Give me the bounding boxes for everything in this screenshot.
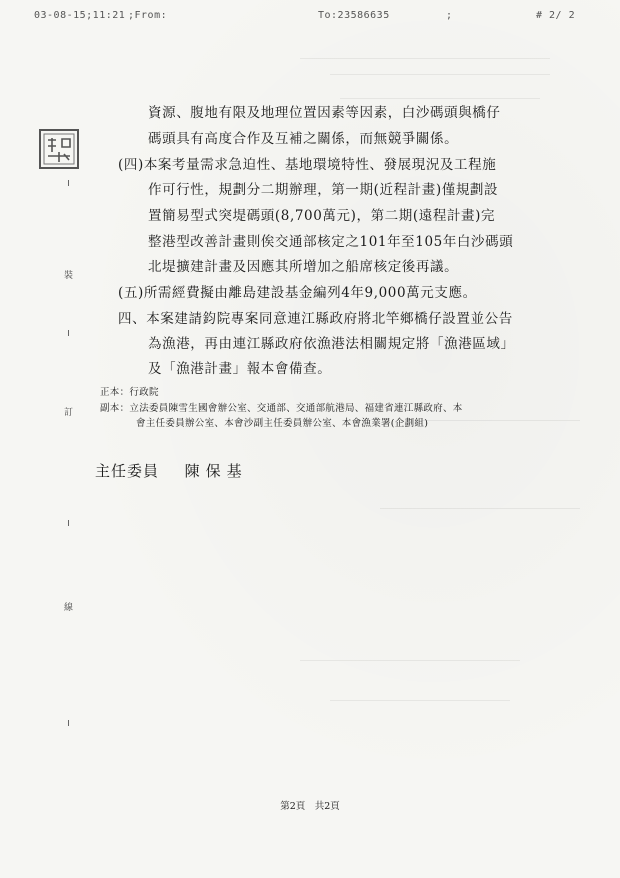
signer-name: 陳保基	[184, 462, 248, 480]
official-seal-icon	[38, 128, 80, 170]
margin-tick	[68, 520, 69, 526]
paragraph-line: 作可行性，規劃分二期辦理，第一期(近程計畫)僅規劃設	[148, 182, 499, 198]
bleed-line	[300, 58, 550, 59]
paragraph-line: 資源、腹地有限及地理位置因素等因素，白沙碼頭與橋仔	[148, 105, 501, 121]
signature-block	[95, 460, 248, 481]
copy-recipients-cont: 會主任委員辦公室、本會沙副主任委員辦公室、本會漁業署(企劃組)	[136, 418, 429, 429]
margin-mark-line: 線	[64, 603, 74, 613]
paragraph-line: 碼頭具有高度合作及互補之關係，而無競爭關係。	[148, 131, 459, 147]
bleed-line	[300, 660, 520, 661]
margin-mark-bind: 裝	[64, 271, 74, 281]
margin-tick	[68, 720, 69, 726]
fax-timestamp: 03-08-15;11:21	[34, 10, 126, 21]
paragraph-line: 為漁港，再由連江縣政府依漁港法相關規定將「漁港區域」	[148, 336, 515, 352]
fax-header	[0, 10, 620, 24]
bleed-line	[330, 74, 550, 75]
paragraph-line: 及「漁港計畫」報本會備查。	[148, 361, 332, 377]
page-number: 第2頁 共2頁	[280, 801, 340, 812]
bleed-line	[340, 98, 540, 99]
signer-title: 主任委員	[95, 462, 160, 480]
bleed-line	[420, 420, 580, 421]
bleed-line	[330, 700, 510, 701]
paragraph-line: 北堤擴建計畫及因應其所增加之船席核定後再議。	[148, 259, 459, 275]
fax-page: # 2/ 2	[536, 10, 576, 21]
item-four-line: (四)本案考量需求急迫性、基地環境特性、發展現況及工程施	[118, 157, 497, 173]
copy-recipients: 副本：立法委員陳雪生國會辦公室、交通部、交通部航港局、福建省連江縣政府、本	[100, 403, 463, 414]
margin-tick	[68, 330, 69, 336]
bleed-line	[380, 508, 580, 509]
fax-to: To:23586635	[318, 10, 390, 21]
paragraph-line: 整港型改善計畫則俟交通部核定之101年至105年白沙碼頭	[148, 234, 514, 250]
fax-from: ;From:	[128, 10, 168, 21]
paragraph-line: 置簡易型式突堤碼頭(8,700萬元)，第二期(遠程計畫)完	[148, 208, 496, 224]
fax-separator: ;	[446, 10, 453, 21]
item-five-line: (五)所需經費擬由離島建設基金編列4年9,000萬元支應。	[118, 285, 477, 301]
section-four-line: 四、本案建請鈞院專案同意連江縣政府將北竿鄉橋仔設置並公告	[118, 311, 513, 327]
margin-tick	[68, 180, 69, 186]
original-recipient: 正本：行政院	[100, 387, 159, 398]
margin-mark-staple: 訂	[64, 408, 74, 418]
